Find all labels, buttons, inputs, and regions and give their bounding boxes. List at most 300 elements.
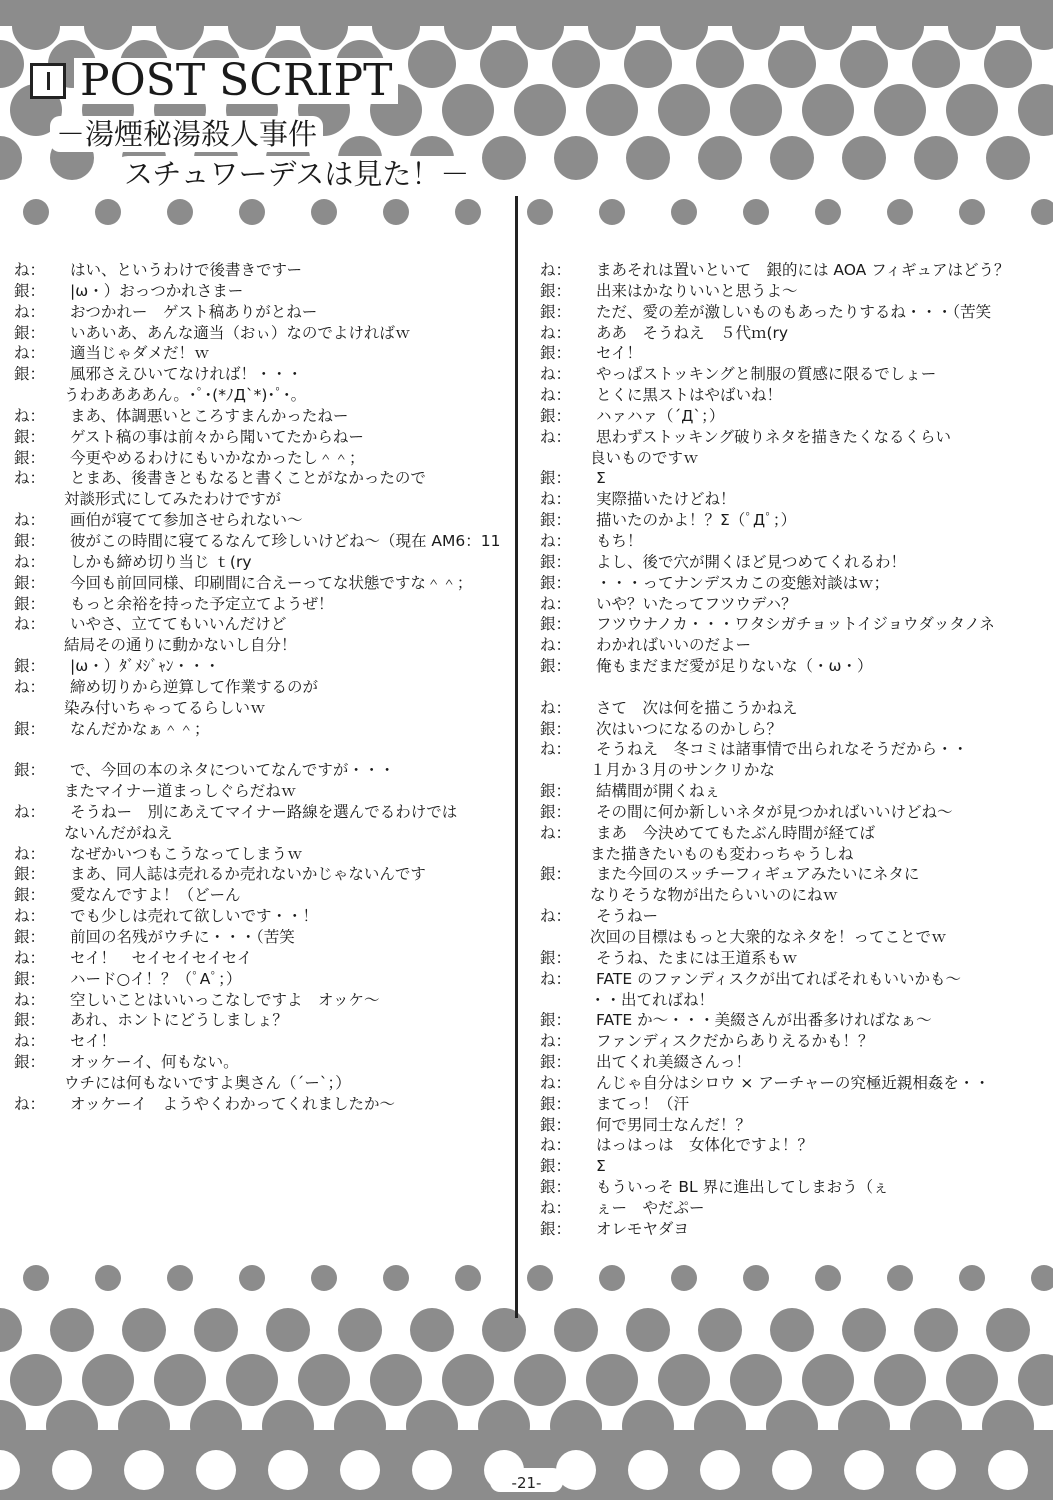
decor-dot	[482, 136, 526, 180]
dialogue-continuation: 結局その通りに動かないし自分！	[64, 636, 297, 655]
decor-dot	[190, 1400, 242, 1452]
speaker-label: ね：	[14, 615, 46, 634]
decor-dot	[1031, 199, 1053, 225]
decor-dot	[842, 136, 886, 180]
dialogue-text: 愛なんですよ！（どーん	[70, 886, 241, 905]
decor-dot	[588, 2, 636, 50]
speaker-label: ね：	[14, 990, 46, 1009]
dialogue-line	[14, 260, 509, 281]
dialogue-text: オッケーイ ようやくわかってくれましたか～	[70, 1094, 396, 1113]
speaker-label: 銀：	[540, 511, 572, 530]
dialogue-line	[14, 760, 509, 781]
dialogue-text: そうねえ 冬コミは諸事情で出られなそうだから・・	[596, 740, 969, 759]
dialogue-text: ハード○イ！？（ﾟAﾟ；）	[70, 969, 242, 988]
speaker-label: 銀：	[540, 1115, 572, 1134]
dialogue-text: おつかれー ゲスト稿ありがとねー	[70, 302, 318, 321]
dialogue-line	[540, 1177, 1040, 1198]
speaker-label: ね：	[14, 511, 46, 530]
column-divider	[515, 196, 518, 1318]
decor-dot	[383, 199, 409, 225]
dialogue-continuation: 染み付いちゃってるらしいｗ	[64, 698, 266, 717]
speaker-label: 銀：	[540, 615, 572, 634]
dialogue-text: もち！	[596, 531, 643, 550]
speaker-label: ね：	[14, 406, 46, 425]
dialogue-text: いあいあ、あんな適当（おぃ）なのでよければｗ	[70, 323, 411, 342]
speaker-label: 銀：	[540, 782, 572, 801]
speaker-label: 銀：	[540, 719, 572, 738]
dialogue-line	[540, 406, 1040, 427]
speaker-label: ね：	[540, 1136, 572, 1155]
speaker-label: ね：	[14, 469, 46, 488]
dialogue-line	[540, 552, 1040, 573]
decor-dot	[228, 2, 276, 50]
dialogue-line	[540, 1031, 1040, 1052]
dialogue-line	[14, 468, 509, 489]
decor-dot	[876, 2, 924, 50]
dialogue-text: Σ	[596, 469, 606, 488]
speaker-label: ね：	[540, 698, 572, 717]
speaker-label: 銀：	[14, 865, 46, 884]
speaker-label: ね：	[14, 261, 46, 279]
dialogue-text: まあ、同人誌は売れるか売れないかじゃないんです	[70, 865, 426, 884]
speaker-label: ね：	[14, 948, 46, 967]
paragraph-gap	[540, 677, 1040, 698]
speaker-label: 銀：	[14, 761, 46, 780]
speaker-label: ね：	[540, 740, 572, 759]
speaker-label: ね：	[540, 386, 572, 405]
speaker-label: 銀：	[14, 594, 46, 613]
decor-dot	[478, 1400, 530, 1452]
dialogue-line	[14, 448, 509, 469]
decor-dot	[95, 1265, 121, 1291]
dialogue-continuation: また描きたいものも変わっちゃうしね	[590, 844, 854, 863]
decor-dot	[586, 1354, 638, 1406]
decor-dot	[194, 1308, 238, 1352]
decor-dot	[23, 1265, 49, 1291]
speaker-label: 銀：	[540, 406, 572, 425]
decor-dot	[95, 199, 121, 225]
decor-dot	[599, 1265, 625, 1291]
speaker-label: 銀：	[540, 469, 572, 488]
dialogue-text: しかも締め切り当じ ｔ(ry	[70, 552, 252, 571]
decor-dot	[167, 199, 193, 225]
speaker-label: 銀：	[14, 531, 46, 550]
decor-dot	[311, 199, 337, 225]
dialogue-text: もういっそ BL 界に進出してしまおう（ぇ	[596, 1178, 889, 1197]
decor-dot	[743, 1265, 769, 1291]
dialogue-text: そうね、たまには王道系もｗ	[596, 948, 798, 967]
decor-dot	[671, 1265, 697, 1291]
dialogue-line	[540, 1094, 1040, 1115]
decor-dot	[730, 1354, 782, 1406]
dialogue-line	[14, 885, 509, 906]
dialogue-line	[14, 406, 509, 427]
decor-dot	[658, 84, 710, 136]
decor-dot	[624, 40, 672, 88]
paragraph-gap	[14, 739, 509, 760]
decor-dot	[1018, 84, 1053, 136]
speaker-label: ね：	[14, 1032, 46, 1051]
decor-dot	[0, 1308, 22, 1352]
dialogue-text: 次はいつになるのかしら？	[596, 719, 783, 738]
dialogue-text: オレモヤダヨ	[596, 1219, 689, 1238]
dialogue-line	[540, 364, 1040, 385]
speaker-label: 銀：	[540, 573, 572, 592]
decor-dot	[84, 2, 132, 50]
decor-dot	[626, 1308, 670, 1352]
decor-dot	[554, 1308, 598, 1352]
speaker-label: 銀：	[540, 657, 572, 676]
decor-dot	[671, 199, 697, 225]
dialogue-text: わかればいいのだよー	[596, 636, 752, 655]
dialogue-line	[540, 802, 1040, 823]
dialogue-line	[540, 781, 1040, 802]
dialogue-text: 彼がこの時間に寝てるなんて珍しいけどね～（現在 AM6：11	[70, 531, 501, 550]
dialogue-line	[14, 552, 509, 573]
dialogue-line	[540, 906, 1040, 927]
dialogue-line	[14, 573, 509, 594]
speaker-label: 銀：	[540, 1219, 572, 1238]
dialogue-line	[540, 594, 1040, 615]
dialogue-continuation: 次回の目標はもっと大衆的なネタを！ってことでｗ	[590, 928, 947, 946]
decor-dot	[946, 1354, 998, 1406]
dialogue-text: ああ そうねえ ５代ｍ(ry	[596, 323, 789, 342]
decor-dot	[226, 1354, 278, 1406]
speaker-label: 銀：	[540, 865, 572, 884]
dialogue-text: とまあ、後書きともなると書くことがなかったので	[70, 469, 426, 488]
dialogue-continuation: 良いものですｗ	[590, 448, 699, 467]
speaker-label: 銀：	[14, 657, 46, 676]
speaker-label: ね：	[540, 969, 572, 988]
dialogue-text: まあそれは置いといて 銀的には AOA フィギュアはどう？	[596, 261, 1010, 279]
dialogue-text: とくに黒ストはやばいね！	[596, 386, 783, 405]
title-square-icon	[30, 63, 66, 99]
dialogue-line	[540, 864, 1040, 885]
decor-dot	[694, 1400, 746, 1452]
dialogue-line	[14, 719, 509, 740]
dialogue-text: ・・・ってナンデスカこの変態対談はｗ；	[596, 573, 890, 592]
dialogue-line	[14, 614, 509, 635]
dialogue-text: 結構間が開くねぇ	[596, 782, 721, 801]
dialogue-text: セイ！ セイセイセイセイ	[70, 948, 253, 967]
speaker-label: ね：	[14, 344, 46, 363]
speaker-label: ね：	[540, 823, 572, 842]
speaker-label: 銀：	[14, 1053, 46, 1072]
dialogue-line	[14, 302, 509, 323]
decor-dot	[444, 2, 492, 50]
decor-dot	[23, 199, 49, 225]
dialogue-line	[14, 656, 509, 677]
speaker-label: ね：	[540, 594, 572, 613]
speaker-label: ね：	[540, 907, 572, 926]
decor-dot	[815, 1265, 841, 1291]
dialogue-text: 何で男同士なんだ！？	[596, 1115, 752, 1134]
dialogue-text: |ω・）おっつかれさまー	[70, 281, 244, 300]
decor-dot	[82, 1354, 134, 1406]
decor-dot	[516, 2, 564, 50]
dialogue-text: 出てくれ美綴さんっ！	[596, 1053, 752, 1072]
decor-dot	[986, 1308, 1030, 1352]
dialogue-line	[14, 906, 509, 927]
decor-dot	[311, 1265, 337, 1291]
dialogue-line	[540, 1115, 1040, 1136]
dialogue-line	[540, 635, 1040, 656]
decor-dot	[698, 1308, 742, 1352]
dialogue-line	[540, 614, 1040, 635]
dialogue-line	[14, 677, 509, 698]
dialogue-line	[540, 510, 1040, 531]
decor-dot	[698, 136, 742, 180]
decor-dot	[887, 199, 913, 225]
dialogue-text: そうねー	[596, 907, 659, 926]
decor-dot	[887, 1265, 913, 1291]
decor-dot	[156, 2, 204, 50]
dialogue-text: 思わずストッキング破りネタを描きたくなるくらい	[596, 427, 951, 446]
dialogue-line	[540, 468, 1040, 489]
decor-dot	[658, 1354, 710, 1406]
decor-dot	[442, 84, 494, 136]
decor-dot	[50, 1308, 94, 1352]
decor-dot	[514, 1354, 566, 1406]
speaker-label: 銀：	[14, 365, 46, 384]
decor-dot	[959, 1265, 985, 1291]
speaker-label: 銀：	[14, 427, 46, 446]
dialogue-text: 今回も前回同様、印刷間に合えーってな状態ですな＾＾；	[70, 573, 473, 592]
dialogue-text: いやさ、立ててもいいんだけど	[70, 615, 287, 634]
subtitle-2: スチュワーデスは見た！－	[110, 156, 483, 192]
decor-dot	[527, 199, 553, 225]
decor-dot	[815, 199, 841, 225]
decor-dot	[167, 1265, 193, 1291]
dialogue-line	[540, 969, 1040, 990]
dialogue-text: FATE か～・・・美綴さんが出番多ければなぁ～	[596, 1011, 932, 1030]
dialogue-line	[540, 385, 1040, 406]
decor-dot	[838, 1400, 890, 1452]
dialogue-text: ただ、愛の差が激しいものもあったりするね・・・（苦笑	[596, 302, 992, 321]
speaker-label: 銀：	[14, 448, 46, 467]
dialogue-text: さて 次は何を描こうかねえ	[596, 698, 798, 717]
decor-dot	[874, 1354, 926, 1406]
speaker-label: 銀：	[540, 302, 572, 321]
decor-dot	[959, 199, 985, 225]
decor-dot	[840, 40, 888, 88]
speaker-label: 銀：	[540, 1157, 572, 1176]
dialogue-text: はっはっは 女体化ですよ！？	[596, 1136, 814, 1155]
dialogue-column-right	[540, 260, 1040, 1240]
decor-dot	[914, 1308, 958, 1352]
decor-dot	[802, 84, 854, 136]
dialogue-line	[14, 364, 509, 385]
speaker-label: 銀：	[14, 323, 46, 342]
dialogue-line	[540, 656, 1040, 677]
page-number: -21-	[511, 1474, 542, 1492]
decor-dot	[660, 2, 708, 50]
decor-dot	[622, 1400, 674, 1452]
dialogue-line	[540, 1010, 1040, 1031]
speaker-label: 銀：	[540, 1011, 572, 1030]
decor-dot	[410, 1308, 454, 1352]
speaker-label: 銀：	[14, 969, 46, 988]
decor-dot	[842, 1308, 886, 1352]
decor-dot	[118, 1400, 170, 1452]
dialogue-line	[14, 1031, 509, 1052]
speaker-label: 銀：	[14, 928, 46, 946]
dialogue-text: ファンディスクだからありえるかも！？	[596, 1032, 874, 1051]
speaker-label: ね：	[540, 427, 572, 446]
speaker-label: ね：	[14, 1094, 46, 1113]
decor-dot	[946, 84, 998, 136]
decor-dot	[338, 1308, 382, 1352]
dialogue-text: また今回のスッチーフィギュアみたいにネタに	[596, 865, 920, 884]
dialogue-line	[540, 739, 1040, 760]
dialogue-line	[540, 323, 1040, 344]
dialogue-line	[14, 323, 509, 344]
dialogue-line	[14, 844, 509, 865]
speaker-label: 銀：	[540, 802, 572, 821]
dialogue-line	[14, 1010, 509, 1031]
speaker-label: ね：	[540, 636, 572, 655]
speaker-label: ね：	[540, 1198, 572, 1217]
decor-dot	[370, 1354, 422, 1406]
dialogue-line	[540, 1156, 1040, 1177]
dialogue-line	[14, 531, 509, 552]
title-box	[30, 55, 398, 106]
decor-dot	[770, 136, 814, 180]
decor-dot	[455, 1265, 481, 1291]
dialogue-text: オッケーイ、何もない。	[70, 1053, 239, 1072]
dialogue-text: まあ 今決めててもたぶん時間が経てば	[596, 823, 876, 842]
dialogue-text: 風邪さえひいてなければ！・・・	[70, 365, 303, 384]
decor-dot	[912, 40, 960, 88]
speaker-label: ね：	[14, 677, 46, 696]
dialogue-text: ぇー やだぷー	[596, 1198, 705, 1217]
decor-dot	[626, 136, 670, 180]
dialogue-text: セイ！	[596, 344, 643, 363]
decor-dot	[0, 136, 22, 180]
decor-dot	[239, 1265, 265, 1291]
dialogue-line	[540, 531, 1040, 552]
decor-dot	[554, 136, 598, 180]
dialogue-text: Σ	[596, 1157, 606, 1176]
dialogue-text: フツウナノカ・・・ワタシガチョットイジョウダッタノネ	[596, 615, 995, 634]
decor-dot	[910, 1400, 962, 1452]
decor-dot	[770, 1308, 814, 1352]
speaker-label: 銀：	[14, 1011, 46, 1030]
dialogue-text: で、今回の本のネタについてなんですが・・・	[70, 761, 395, 780]
decor-dot	[804, 2, 852, 50]
dialogue-line	[540, 489, 1040, 510]
decor-dot	[455, 199, 481, 225]
dialogue-continuation: ないんだがねえ	[64, 823, 173, 842]
dialogue-line	[540, 948, 1040, 969]
speaker-label: 銀：	[540, 1094, 572, 1113]
dialogue-text: 俺もまだまだ愛が足りないな（・ω・）	[596, 657, 873, 676]
speaker-label: ね：	[14, 907, 46, 926]
decor-dot	[480, 40, 528, 88]
decor-dot	[586, 84, 638, 136]
speaker-label: ね：	[540, 1073, 572, 1092]
speaker-label: ね：	[540, 365, 572, 384]
decor-dot	[986, 136, 1030, 180]
decor-dot	[1031, 1265, 1053, 1291]
dialogue-continuation: なりそうな物が出たらいいのにねｗ	[590, 886, 839, 905]
decor-dot	[406, 1400, 458, 1452]
speaker-label: 銀：	[540, 948, 572, 967]
dialogue-line	[540, 698, 1040, 719]
dialogue-line	[14, 594, 509, 615]
dialogue-text: もっと余裕を持った予定立てようぜ！	[70, 594, 334, 613]
dialogue-column-left	[14, 260, 509, 1115]
dialogue-text: んじゃ自分はシロウ × アーチャーの究極近親相姦を・・	[596, 1073, 990, 1092]
decor-dot	[514, 84, 566, 136]
speaker-label: 銀：	[540, 552, 572, 571]
dialogue-text: 締め切りから逆算して作業するのが	[70, 677, 319, 696]
dialogue-text: 空しいことはいいっこなしですよ オッケ～	[70, 990, 380, 1009]
speaker-label: 銀：	[14, 719, 46, 738]
dialogue-line	[540, 260, 1040, 281]
dialogue-line	[540, 281, 1040, 302]
decor-dot	[743, 199, 769, 225]
dialogue-text: 今更やめるわけにもいかなかったし＾＾；	[70, 448, 365, 467]
dialogue-line	[14, 281, 509, 302]
decor-dot	[482, 1308, 526, 1352]
decor-dot	[948, 2, 996, 50]
dialogue-text: 前回の名残がウチに・・・（苦笑	[70, 928, 295, 946]
dialogue-line	[14, 1052, 509, 1073]
dialogue-text: 描いたのかよ！？Σ（ﾟДﾟ；）	[596, 511, 797, 530]
subtitle-1: －湯煙秘湯殺人事件	[50, 116, 323, 152]
decor-dot	[768, 40, 816, 88]
decor-dot	[10, 1354, 62, 1406]
dialogue-line	[540, 823, 1040, 844]
decor-dot	[599, 199, 625, 225]
dialogue-line	[540, 302, 1040, 323]
dialogue-line	[14, 510, 509, 531]
dialogue-text: まてっ！（汗	[596, 1094, 690, 1113]
speaker-label: ね：	[540, 490, 572, 509]
speaker-label: 銀：	[540, 1053, 572, 1072]
decor-dot	[982, 1400, 1034, 1452]
decor-dot	[802, 1354, 854, 1406]
decor-dot	[300, 2, 348, 50]
decor-dot	[262, 1400, 314, 1452]
decor-dot	[696, 40, 744, 88]
dialogue-line	[14, 1094, 509, 1115]
dialogue-line	[540, 427, 1040, 448]
dialogue-continuation: うわああああん。･ﾟ･(*ﾉД`*)･ﾟ･。	[64, 386, 307, 405]
dialogue-text: FATE のファンディスクが出てればそれもいいかも～	[596, 969, 962, 988]
speaker-label: 銀：	[540, 344, 572, 363]
speaker-label: 銀：	[14, 573, 46, 592]
speaker-label: ね：	[14, 302, 46, 321]
dialogue-continuation: またマイナー道まっしぐらだねｗ	[64, 782, 297, 801]
speaker-label: ね：	[540, 1032, 572, 1051]
dialogue-text: よし、後で穴が開くほど見つめてくれるわ！	[596, 552, 907, 571]
dialogue-text: はい、というわけで後書きですー	[70, 261, 303, 279]
dialogue-line	[14, 990, 509, 1011]
decor-dot	[552, 40, 600, 88]
dialogue-text: 出来はかなりいいと思うよ～	[596, 281, 798, 300]
decor-dot	[984, 40, 1032, 88]
dialogue-text: でも少しは売れて欲しいです・・！	[70, 907, 319, 926]
dialogue-text: なぜかいつもこうなってしまうｗ	[70, 844, 303, 863]
decor-dot	[874, 84, 926, 136]
dialogue-continuation: 対談形式にしてみたわけですが	[64, 490, 282, 509]
decor-dot	[298, 1354, 350, 1406]
decor-dot	[239, 199, 265, 225]
dialogue-line	[14, 343, 509, 364]
page-title: POST SCRIPT	[74, 58, 398, 104]
